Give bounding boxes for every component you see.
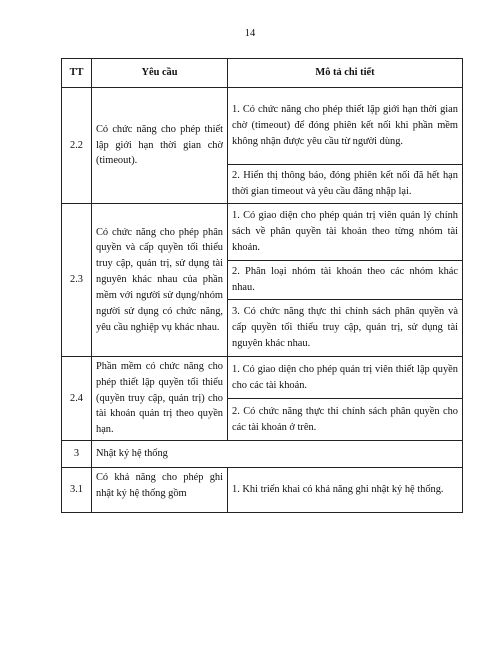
page-number: 14: [244, 28, 256, 39]
row-number: 2.2: [62, 88, 92, 204]
requirement-cell: [92, 468, 228, 513]
detail-cell: 2. Phân loại nhóm tài khoản theo các nhóm khác nhau.: [228, 261, 463, 300]
row-number: 2.4: [62, 357, 92, 441]
section-row: [62, 441, 463, 468]
requirement-cell: Có chức năng cho phép phân quyền và cấp quyền tối thiểu truy cập, quản trị, sử dụng tài nguyên khác nhau của phần mềm với người sử dụng/nhóm người sử dụng có chức năng, yêu cầu nghiệp vụ khác nhau.: [92, 204, 228, 357]
detail-cell: 2. Hiển thị thông báo, đóng phiên kết nối đã hết hạn thời gian timeout và yêu cầu đăng nhập lại.: [228, 165, 463, 204]
table-row: [62, 88, 463, 165]
requirement-cell: Phần mềm có chức năng cho phép thiết lập quyền tối thiểu (quyền truy cập, quản trị) cho tài khoản quản trị theo quyền hạn.: [92, 357, 228, 441]
requirement-cell: Có chức năng cho phép thiết lập giới hạn thời gian chờ (timeout).: [92, 88, 228, 204]
detail-cell: 3. Có chức năng thực thi chính sách phân quyền và cấp quyền tối thiểu truy cập, quản trị, sử dụng tài nguyên khác nhau.: [228, 300, 463, 357]
detail-cell: 1. Có chức năng cho phép thiết lập giới hạn thời gian chờ (timeout) để đóng phiên kết nối khi phần mềm không nhận được yêu cầu từ người dùng.: [228, 88, 463, 165]
row-number: 3.1: [62, 468, 92, 513]
detail-cell: 1. Có giao diện cho phép quản trị viên quản lý chính sách về phân quyền tài khoản theo từng nhóm tài khoản.: [228, 204, 463, 261]
table-row: [62, 468, 463, 513]
row-number: 2.3: [62, 204, 92, 357]
header-detail: Mô tả chi tiết: [228, 59, 463, 88]
header-requirement: Yêu cầu: [92, 59, 228, 88]
detail-cell: 2. Có chức năng thực thi chính sách phân quyền cho các tài khoản ở trên.: [228, 399, 463, 441]
table-header-row: [62, 59, 463, 88]
requirements-table: [61, 58, 463, 513]
table-row: [62, 204, 463, 261]
header-tt: TT: [62, 59, 92, 88]
row-number: 3: [62, 441, 92, 468]
detail-cell: 1. Khi triển khai có khả năng ghi nhật ký hệ thống.: [228, 468, 463, 513]
requirement-text: Có khả năng cho phép ghi nhật ký hệ thống gồm: [96, 472, 223, 499]
section-title: Nhật ký hệ thống: [92, 441, 463, 468]
table-row: [62, 357, 463, 399]
detail-cell: 1. Có giao diện cho phép quản trị viên thiết lập quyền cho các tài khoản.: [228, 357, 463, 399]
